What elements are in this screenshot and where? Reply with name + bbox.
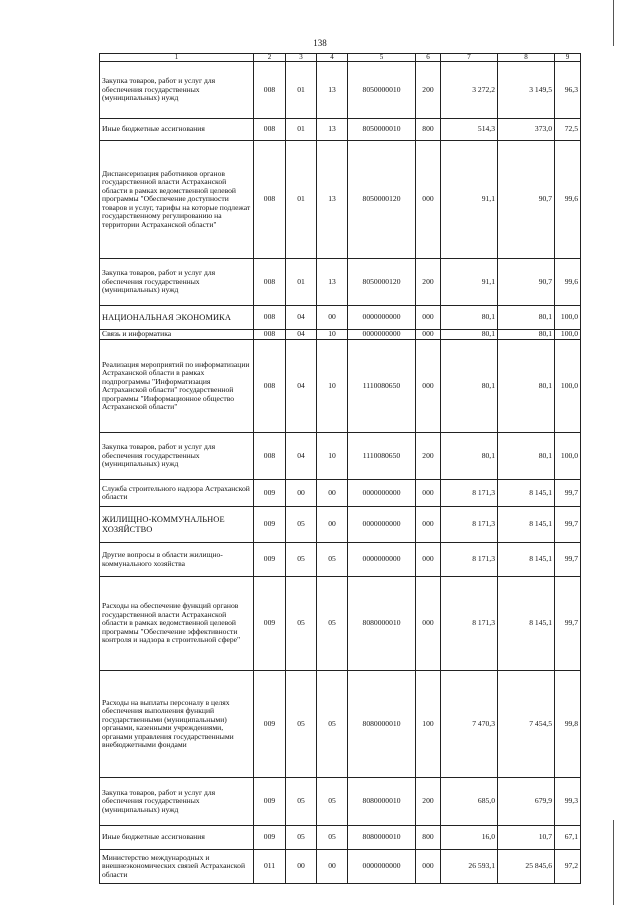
cell-plan: 514,3 (441, 119, 498, 141)
cell-plan: 80,1 (441, 306, 498, 330)
cell-code-section: 01 (286, 62, 317, 119)
cell-plan: 685,0 (441, 778, 498, 826)
cell-code-department: 009 (254, 507, 286, 543)
row-name: Другие вопросы в области жилищно-коммунального хозяйства (100, 543, 254, 577)
cell-actual: 8 145,1 (498, 543, 555, 577)
cell-code-department: 009 (254, 543, 286, 577)
cell-code-department: 008 (254, 340, 286, 433)
cell-code-department: 008 (254, 62, 286, 119)
cell-plan: 8 171,3 (441, 577, 498, 671)
cell-code-section: 00 (286, 850, 317, 884)
cell-code-subsection: 05 (317, 543, 348, 577)
cell-code-subsection: 10 (317, 433, 348, 480)
cell-percent: 99,7 (555, 577, 581, 671)
cell-code-expense-type: 000 (416, 850, 441, 884)
cell-code-subsection: 10 (317, 340, 348, 433)
cell-code-expense-type: 800 (416, 826, 441, 850)
cell-code-subsection: 05 (317, 671, 348, 778)
cell-code-section: 00 (286, 480, 317, 507)
table-row (100, 850, 581, 884)
column-header: 3 (286, 54, 317, 62)
table-row (100, 671, 581, 778)
cell-percent: 100,0 (555, 306, 581, 330)
cell-code-expense-type: 100 (416, 671, 441, 778)
row-name: Реализация мероприятий по информатизации Астраханской области в рамках подпрограммы "Информатизация Астраханской области" государственной программы "Информационное общество Астраханской области" (100, 340, 254, 433)
row-name: Расходы на обеспечение функций органов государственной власти Астраханской области в рамках ведомственной целевой программы "Обеспечение эффективности контроля и надзора в строительной сфере" (100, 577, 254, 671)
cell-percent: 96,3 (555, 62, 581, 119)
cell-code-department: 009 (254, 826, 286, 850)
cell-code-target: 8080000010 (348, 577, 416, 671)
cell-percent: 99,7 (555, 507, 581, 543)
cell-plan: 26 593,1 (441, 850, 498, 884)
table-row (100, 507, 581, 543)
row-name: Закупка товаров, работ и услуг для обеспечения государственных (муниципальных) нужд (100, 62, 254, 119)
cell-code-target: 0000000000 (348, 543, 416, 577)
scan-artifact-line (613, 820, 614, 905)
table-row (100, 306, 581, 330)
cell-code-section: 01 (286, 259, 317, 306)
cell-actual: 25 845,6 (498, 850, 555, 884)
table-row (100, 778, 581, 826)
cell-plan: 91,1 (441, 259, 498, 306)
cell-code-section: 04 (286, 340, 317, 433)
cell-code-department: 008 (254, 141, 286, 259)
table-row (100, 826, 581, 850)
cell-percent: 99,8 (555, 671, 581, 778)
cell-code-section: 04 (286, 433, 317, 480)
cell-code-subsection: 13 (317, 259, 348, 306)
column-header: 7 (441, 54, 498, 62)
column-header: 1 (100, 54, 254, 62)
cell-code-expense-type: 000 (416, 330, 441, 340)
cell-plan: 80,1 (441, 330, 498, 340)
column-header: 9 (555, 54, 581, 62)
column-header: 8 (498, 54, 555, 62)
cell-code-expense-type: 000 (416, 306, 441, 330)
cell-percent: 99,7 (555, 543, 581, 577)
cell-actual: 90,7 (498, 141, 555, 259)
cell-actual: 10,7 (498, 826, 555, 850)
cell-code-target: 0000000000 (348, 480, 416, 507)
row-name: Иные бюджетные ассигнования (100, 119, 254, 141)
cell-code-section: 01 (286, 119, 317, 141)
column-header: 4 (317, 54, 348, 62)
cell-code-department: 009 (254, 778, 286, 826)
cell-plan: 91,1 (441, 141, 498, 259)
cell-code-target: 1110080650 (348, 340, 416, 433)
cell-code-department: 008 (254, 433, 286, 480)
cell-actual: 7 454,5 (498, 671, 555, 778)
cell-code-subsection: 00 (317, 507, 348, 543)
cell-plan: 3 272,2 (441, 62, 498, 119)
cell-code-section: 05 (286, 577, 317, 671)
row-name: Министерство международных и внешнеэкономических связей Астраханской области (100, 850, 254, 884)
cell-code-department: 008 (254, 259, 286, 306)
cell-percent: 99,7 (555, 480, 581, 507)
cell-code-subsection: 05 (317, 778, 348, 826)
column-header: 5 (348, 54, 416, 62)
cell-code-department: 008 (254, 330, 286, 340)
cell-code-target: 8050000120 (348, 259, 416, 306)
cell-code-expense-type: 200 (416, 778, 441, 826)
cell-code-subsection: 05 (317, 826, 348, 850)
cell-plan: 7 470,3 (441, 671, 498, 778)
cell-code-expense-type: 200 (416, 259, 441, 306)
cell-actual: 90,7 (498, 259, 555, 306)
table-row (100, 480, 581, 507)
cell-percent: 99,6 (555, 259, 581, 306)
cell-code-expense-type: 000 (416, 340, 441, 433)
cell-code-section: 05 (286, 507, 317, 543)
row-name: Связь и информатика (100, 330, 254, 340)
cell-code-target: 8050000120 (348, 141, 416, 259)
row-name: Закупка товаров, работ и услуг для обеспечения государственных (муниципальных) нужд (100, 433, 254, 480)
cell-code-department: 009 (254, 577, 286, 671)
table-row (100, 141, 581, 259)
column-header: 6 (416, 54, 441, 62)
cell-plan: 16,0 (441, 826, 498, 850)
row-name: Служба строительного надзора Астраханской области (100, 480, 254, 507)
cell-code-section: 01 (286, 141, 317, 259)
cell-code-department: 008 (254, 306, 286, 330)
cell-code-expense-type: 000 (416, 577, 441, 671)
cell-plan: 8 171,3 (441, 543, 498, 577)
row-name: ЖИЛИЩНО-КОММУНАЛЬНОЕ ХОЗЯЙСТВО (100, 507, 254, 543)
row-name: Закупка товаров, работ и услуг для обеспечения государственных (муниципальных) нужд (100, 778, 254, 826)
cell-actual: 3 149,5 (498, 62, 555, 119)
page-number: 138 (313, 38, 327, 48)
cell-code-subsection: 00 (317, 306, 348, 330)
cell-plan: 80,1 (441, 433, 498, 480)
row-name: Расходы на выплаты персоналу в целях обеспечения выполнения функций государственными (муниципальными) органами, казенными учреждениями, органами управления государственными внебюджетными фондами (100, 671, 254, 778)
cell-code-expense-type: 000 (416, 507, 441, 543)
cell-code-subsection: 00 (317, 850, 348, 884)
cell-actual: 80,1 (498, 433, 555, 480)
cell-code-department: 009 (254, 480, 286, 507)
cell-code-subsection: 00 (317, 480, 348, 507)
cell-code-department: 011 (254, 850, 286, 884)
cell-code-section: 04 (286, 330, 317, 340)
cell-percent: 100,0 (555, 340, 581, 433)
cell-code-expense-type: 000 (416, 141, 441, 259)
table-row (100, 340, 581, 433)
cell-actual: 80,1 (498, 340, 555, 433)
cell-code-target: 0000000000 (348, 306, 416, 330)
cell-code-target: 8050000010 (348, 119, 416, 141)
cell-actual: 80,1 (498, 330, 555, 340)
cell-code-target: 0000000000 (348, 330, 416, 340)
cell-code-subsection: 13 (317, 62, 348, 119)
budget-table (99, 53, 581, 884)
table-row (100, 543, 581, 577)
cell-code-subsection: 13 (317, 119, 348, 141)
cell-code-expense-type: 200 (416, 433, 441, 480)
cell-percent: 97,2 (555, 850, 581, 884)
cell-code-section: 05 (286, 826, 317, 850)
cell-code-expense-type: 000 (416, 543, 441, 577)
cell-actual: 80,1 (498, 306, 555, 330)
row-name: Закупка товаров, работ и услуг для обеспечения государственных (муниципальных) нужд (100, 259, 254, 306)
cell-code-department: 009 (254, 671, 286, 778)
cell-code-department: 008 (254, 119, 286, 141)
cell-percent: 72,5 (555, 119, 581, 141)
cell-code-subsection: 13 (317, 141, 348, 259)
cell-percent: 99,3 (555, 778, 581, 826)
cell-code-expense-type: 000 (416, 480, 441, 507)
cell-plan: 8 171,3 (441, 507, 498, 543)
cell-percent: 100,0 (555, 330, 581, 340)
cell-code-section: 05 (286, 671, 317, 778)
scan-artifact-line (613, 0, 614, 46)
cell-code-target: 8080000010 (348, 826, 416, 850)
cell-code-target: 0000000000 (348, 507, 416, 543)
table-row (100, 433, 581, 480)
cell-code-section: 05 (286, 778, 317, 826)
cell-code-expense-type: 200 (416, 62, 441, 119)
cell-code-subsection: 10 (317, 330, 348, 340)
table-row (100, 259, 581, 306)
cell-code-expense-type: 800 (416, 119, 441, 141)
cell-actual: 8 145,1 (498, 577, 555, 671)
table-row (100, 119, 581, 141)
cell-code-subsection: 05 (317, 577, 348, 671)
cell-code-target: 0000000000 (348, 850, 416, 884)
cell-code-target: 1110080650 (348, 433, 416, 480)
cell-code-target: 8080000010 (348, 671, 416, 778)
column-header: 2 (254, 54, 286, 62)
table-row (100, 577, 581, 671)
cell-code-section: 04 (286, 306, 317, 330)
cell-percent: 67,1 (555, 826, 581, 850)
cell-code-target: 8080000010 (348, 778, 416, 826)
cell-actual: 8 145,1 (498, 507, 555, 543)
cell-plan: 80,1 (441, 340, 498, 433)
cell-plan: 8 171,3 (441, 480, 498, 507)
cell-actual: 8 145,1 (498, 480, 555, 507)
cell-percent: 100,0 (555, 433, 581, 480)
row-name: Иные бюджетные ассигнования (100, 826, 254, 850)
cell-percent: 99,6 (555, 141, 581, 259)
row-name: НАЦИОНАЛЬНАЯ ЭКОНОМИКА (100, 306, 254, 330)
table-row (100, 62, 581, 119)
cell-actual: 373,0 (498, 119, 555, 141)
cell-code-target: 8050000010 (348, 62, 416, 119)
cell-code-section: 05 (286, 543, 317, 577)
cell-actual: 679,9 (498, 778, 555, 826)
row-name: Диспансеризация работников органов государственной власти Астраханской области в рамках ведомственной целевой программы "Обеспечение доступности товаров и услуг, тарифы на которые подлежат государственному регулированию на территории Астраханской области" (100, 141, 254, 259)
table-row (100, 330, 581, 340)
column-number-row (100, 54, 581, 62)
